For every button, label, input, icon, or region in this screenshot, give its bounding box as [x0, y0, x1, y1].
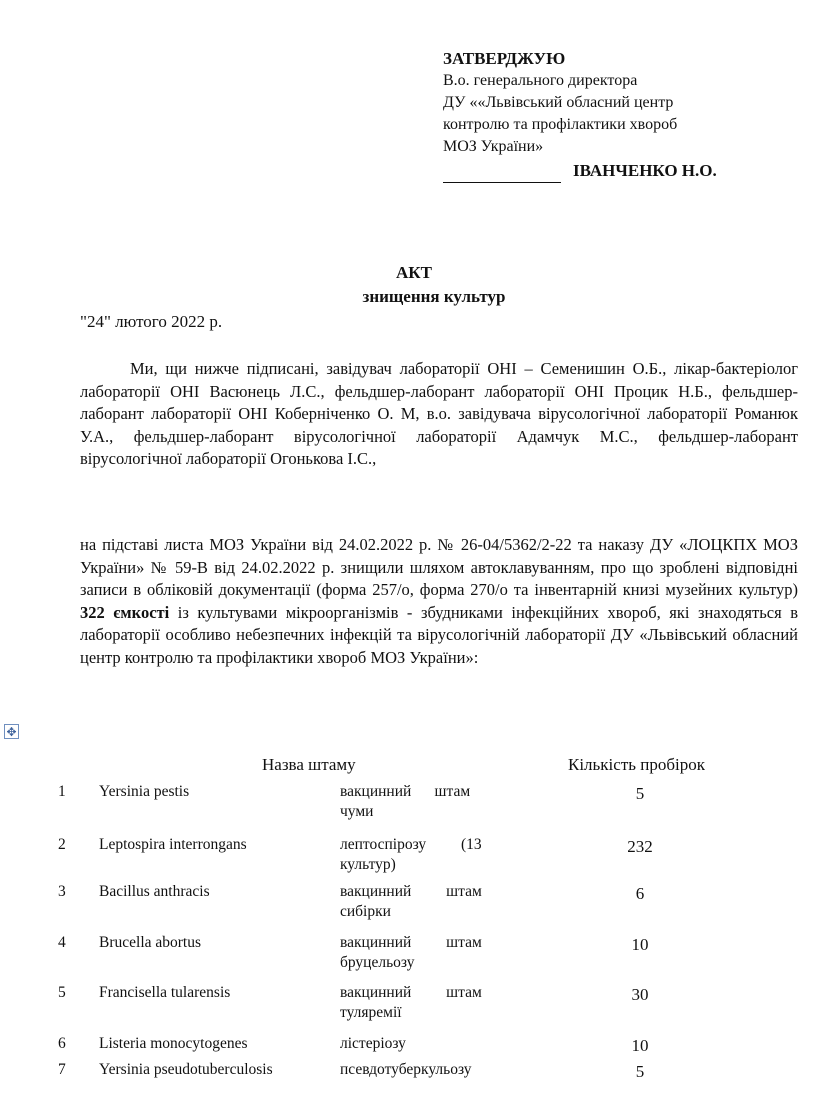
- document-subtitle: знищення культур: [362, 287, 506, 306]
- strain-latin-name: Yersinia pestis: [99, 783, 190, 800]
- tube-count: 5: [635, 784, 645, 803]
- row-number: 2: [58, 836, 66, 853]
- strain-description-line2: сибірки: [340, 903, 391, 920]
- strain-description: [340, 835, 560, 875]
- row-number: 7: [58, 1061, 66, 1078]
- strain-description-line1: вакцинний штам: [340, 934, 482, 951]
- strain-description-line1: псевдотуберкульозу: [340, 1061, 472, 1078]
- paragraph-basis: [80, 534, 798, 669]
- table-move-handle-icon[interactable]: ✥: [4, 724, 19, 739]
- approval-organization-line3: МОЗ України»: [443, 138, 544, 155]
- approval-block: [443, 48, 803, 183]
- strain-description-line1: вакцинний штам: [340, 883, 482, 900]
- row-number: 1: [58, 783, 66, 800]
- tube-count: 10: [631, 1036, 649, 1055]
- approval-organization-line1: ДУ ««Львівський обласний центр: [443, 94, 674, 111]
- strain-latin-name: Brucella abortus: [99, 934, 202, 951]
- table-header-tube-count: Кількість пробірок: [568, 755, 705, 774]
- strain-description: [340, 933, 560, 973]
- tube-count: 6: [635, 884, 645, 903]
- signer-name: ІВАНЧЕНКО Н.О.: [573, 161, 717, 180]
- paragraph-signatories: Ми, щи нижче підписані, завідувач лабораторії ОНІ – Семенишин О.Б., лікар-бактеріолог лабораторії ОНІ Васюнець Л.С., фельдшер-лаборант лабораторії ОНІ Процик Н.Б., фельдшер-лаборант лабораторії ОНІ Коберніченко О. М, в.о. завідувача вірусологічної лабораторії Романюк У.А., фельдшер-лаборант вірусологічної лабораторії Адамчук М.С., фельдшер-лаборант вірусологічної лабораторії Огонькова І.С.,: [80, 359, 798, 468]
- table-header-strain-name: Назва штаму: [262, 755, 356, 774]
- approval-organization-line2: контролю та профілактики хвороб: [443, 116, 678, 133]
- signature-blank: [443, 166, 561, 183]
- approval-heading: ЗАТВЕРДЖУЮ: [443, 49, 566, 68]
- document-date: "24" лютого 2022 р.: [80, 312, 223, 331]
- strain-description: [340, 983, 560, 1023]
- row-number: 4: [58, 934, 66, 951]
- strain-description-line2: чуми: [340, 803, 374, 820]
- row-number: 3: [58, 883, 66, 900]
- strain-description-line1: вакцинний штам: [340, 783, 471, 800]
- tube-count: 232: [627, 837, 653, 856]
- paragraph-basis-text-end: із культувами мікроорганізмів - збудниками інфекційних хвороб, які знаходяться в лабораторії особливо небезпечних інфекцій та вірусологічній лабораторії ДУ «Львівський обласний центр контролю та профілактики хвороб МОЗ України»:: [80, 602, 798, 667]
- row-number: 5: [58, 984, 66, 1001]
- paragraph-basis-count: 322 ємкості: [80, 602, 170, 622]
- tube-count: 30: [631, 985, 649, 1004]
- strain-description-line1: лептоспірозу (13: [340, 836, 482, 853]
- strain-description-line1: вакцинний штам: [340, 984, 482, 1001]
- tube-count: 10: [631, 935, 649, 954]
- tube-count: 5: [635, 1062, 645, 1081]
- strain-description-line2: туляремії: [340, 1004, 402, 1021]
- strain-description: [340, 782, 560, 822]
- row-number: 6: [58, 1035, 66, 1052]
- document-title: АКТ: [396, 263, 432, 282]
- strain-description: [340, 1060, 560, 1080]
- strain-description-line2: культур): [340, 856, 396, 873]
- strain-latin-name: Bacillus anthracis: [99, 883, 210, 900]
- signature-line: [443, 160, 803, 183]
- strain-latin-name: Leptospira interrongans: [99, 836, 247, 853]
- paragraph-basis-text: на підставі листа МОЗ України від 24.02.2022 р. № 26-04/5362/2-22 та наказу ДУ «ЛОЦКПХ МОЗ України» № 59-В від 24.02.2022 р. знищили шляхом автоклавуванням, про що зроблені відповідні записи в обліковій документації (форма 257/о, форма 270/о та інвентарній книзі музейних культур): [80, 535, 798, 599]
- strain-description: [340, 1034, 560, 1054]
- strain-latin-name: Listeria monocytogenes: [99, 1035, 248, 1052]
- strain-description: [340, 882, 560, 922]
- strain-latin-name: Francisella tularensis: [99, 984, 231, 1001]
- strain-description-line1: лістеріозу: [340, 1035, 406, 1052]
- strain-description-line2: бруцельозу: [340, 954, 415, 971]
- strain-latin-name: Yersinia pseudotuberculosis: [99, 1061, 273, 1078]
- approval-position: В.о. генерального директора: [443, 72, 638, 89]
